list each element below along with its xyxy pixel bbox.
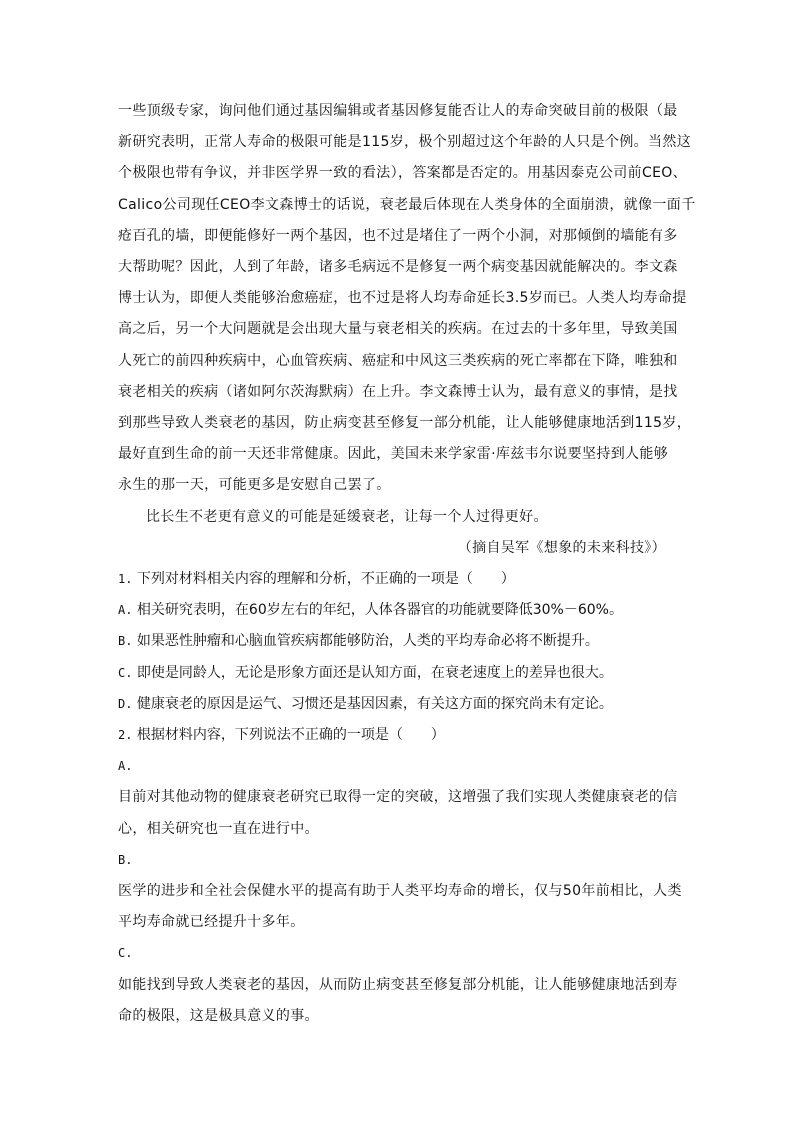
question-1 (118, 564, 676, 720)
option-b-label: B. (118, 852, 133, 867)
passage-line: 永生的那一天，可能更多是安慰自己罢了。 (118, 477, 391, 494)
passage-line: 高之后，另一个大问题就是会出现大量与衰老相关的疾病。在过去的十多年里，导致美国 (118, 321, 678, 338)
option-text: 如果恶性肿瘤和心脑血管疾病都能够防治，人类的平均寿命必将不断提升。 (136, 633, 599, 650)
option-label: D. (118, 696, 133, 711)
passage-line: 衰老相关的疾病（诸如阿尔茨海默病）在上升。李文森博士认为，最有意义的事情，是找 (118, 383, 678, 400)
question-2 (118, 720, 682, 1032)
passage (118, 96, 696, 564)
option-label: A. (118, 603, 133, 618)
question-stem-text: 下列对材料相关内容的理解和分析，不正确的一项是（ ） (136, 571, 515, 588)
option-a-label: A. (118, 759, 133, 774)
option-label: B. (118, 634, 133, 649)
passage-line: 博士认为，即便人类能够治愈癌症，也不过是将人均寿命延长3.5岁而已。人类人均寿命提 (118, 290, 687, 307)
option-a-line: 目前对其他动物的健康衰老研究已取得一定的突破，这增强了我们实现人类健康衰老的信 (118, 789, 678, 806)
passage-line: 疮百孔的墙，即便能修好一两个基因，也不过是堵住了一两个小洞，对那倾倒的墙能有多 (118, 227, 678, 244)
option-text: 即使是同龄人，无论是形象方面还是认知方面，在衰老速度上的差异也很大。 (136, 664, 613, 681)
option-c-label: C. (118, 946, 133, 961)
option-b-line: 平均寿命就已经提升十多年。 (118, 914, 305, 931)
option-b (118, 626, 676, 657)
passage-line: Calico公司现任CEO李文森博士的话说，衰老最后体现在人类身体的全面崩溃，就像一面千 (118, 196, 696, 213)
passage-line: 到那些导致人类衰老的基因，防止病变甚至修复一部分机能，让人能够健康地活到115岁， (118, 415, 692, 432)
passage-line: 个极限也带有争议，并非医学界一致的看法），答案都是否定的。用基因泰克公司前CEO、 (118, 165, 687, 182)
option-c (118, 658, 676, 689)
passage-line: 最好直到生命的前一天还非常健康。因此，美国未来学家雷·库兹韦尔说要坚持到人能够 (118, 446, 669, 463)
option-c-line: 如能找到导致人类衰老的基因，从而防止病变甚至修复部分机能，让人能够健康地活到寿 (118, 976, 678, 993)
question-stem (118, 564, 676, 595)
option-b-line: 医学的进步和全社会保健水平的提高有助于人类平均寿命的增长，仅与50年前相比，人类 (118, 883, 682, 900)
passage-source: （摘自吴军《想象的未来科技》） (457, 539, 666, 556)
option-a (118, 595, 676, 626)
question-stem-text: 根据材料内容，下列说法不正确的一项是（ ） (136, 727, 445, 744)
option-text: 相关研究表明，在60岁左右的年纪，人体各器官的功能就要降低30%－60%。 (136, 602, 623, 619)
question-number: 1. (118, 572, 133, 587)
passage-line: 一些顶级专家，询问他们通过基因编辑或者基因修复能否让人的寿命突破目前的极限（最 (118, 103, 678, 119)
question-number: 2. (118, 728, 133, 743)
option-label: C. (118, 665, 133, 680)
passage-line: 新研究表明，正常人寿命的极限可能是115岁，极个别超过这个年龄的人只是个例。当然这 (118, 134, 692, 151)
option-d (118, 689, 676, 720)
option-c-line: 命的极限，这是极具意义的事。 (118, 1007, 319, 1024)
question-stem (118, 720, 676, 751)
passage-line: 人死亡的前四种疾病中，心血管疾病、癌症和中风这三类疾病的死亡率都在下降，唯独和 (118, 352, 678, 369)
option-text: 健康衰老的原因是运气、习惯还是基因因素，有关这方面的探究尚未有定论。 (136, 695, 613, 712)
passage-line: 大帮助呢？因此，人到了年龄，诸多毛病远不是修复一两个病变基因就能解决的。李文森 (118, 259, 678, 276)
passage-closing: 比长生不老更有意义的可能是延缓衰老，让每一个人过得更好。 (146, 508, 548, 525)
document-page (118, 96, 696, 1032)
option-a-line: 心，相关研究也一直在进行中。 (118, 820, 319, 837)
